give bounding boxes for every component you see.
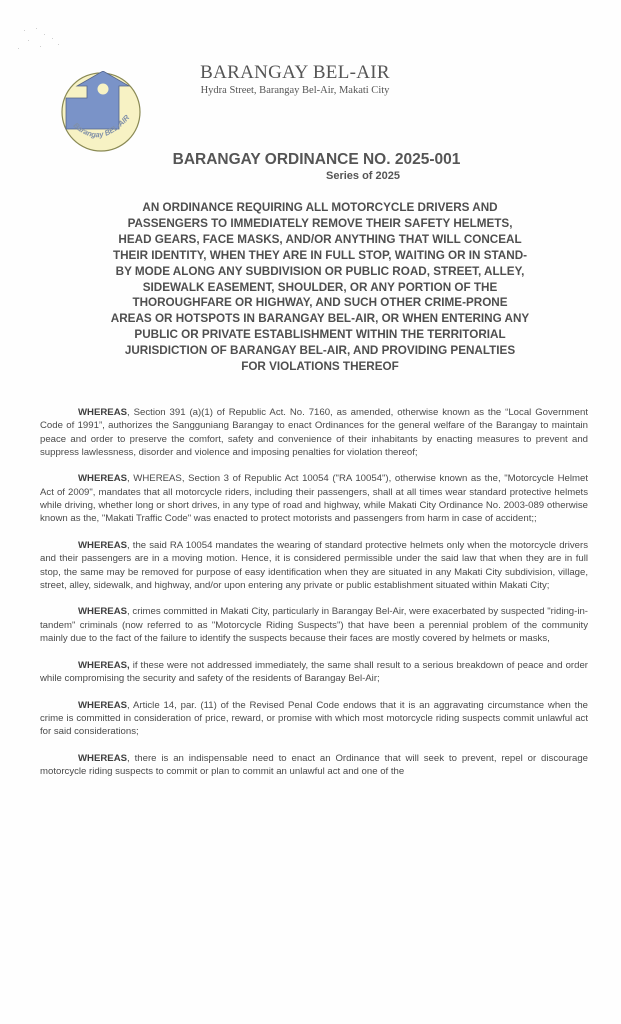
subject-line: AN ORDINANCE REQUIRING ALL MOTORCYCLE DRIVERS AND: [142, 201, 498, 214]
seal-label: Barangay BEL-AIR: [71, 113, 132, 140]
clause-lead: WHEREAS: [78, 606, 128, 618]
clause-text: , WHEREAS, Section 3 of Republic Act 10054 ("RA 10054"), otherwise known as the, "Motorcycle Helmet Act of 2009", mandates that all motorcycle riders, including their passengers, shall at all times wear standard protective helmets while driving, whether long or short drives, in any type of road and highway, while Makati City Ordinance No. 2003-089 otherwise known as the, "Makati Traffic Code" was enacted to protect motorists and passengers from harm in case of accident;;: [40, 473, 588, 525]
barangay-seal-icon: [60, 71, 142, 153]
clause-lead: WHEREAS: [78, 699, 128, 711]
subject-line: THEIR IDENTITY, WHEN THEY ARE IN FULL STOP, WAITING OR IN STAND-: [112, 248, 528, 262]
clause-lead: WHEREAS: [78, 407, 128, 418]
clause-text: , there is an indispensable need to enact an Ordinance that will seek to prevent, repel or discourage motorcycle riding suspects to commit or plan to commit an unlawful act and one of the: [40, 752, 588, 778]
subject-line: JURISDICTION OF BARANGAY BEL-AIR, AND PROVIDING PENALTIES: [124, 344, 516, 358]
clause-lead: WHEREAS: [78, 752, 128, 764]
subject-line: BY MODE ALONG ANY SUBDIVISION OR PUBLIC ROAD, STREET, ALLEY,: [115, 264, 525, 278]
barangay-name: BARANGAY BEL-AIR: [200, 62, 390, 83]
clause-lead: WHEREAS: [78, 473, 128, 485]
ordinance-heading: [0, 151, 621, 183]
clause-lead: WHEREAS,: [78, 659, 130, 671]
subject-line: SIDEWALK EASEMENT, SHOULDER, OR ANY PORTION OF THE: [142, 280, 498, 294]
clause-text: , Article 14, par. (11) of the Revised Penal Code endows that it is an aggravating circumstance when the crime is committed in consideration of price, reward, or promise with which most motorcycle riding suspects commit unlawful act for said considerations;: [40, 699, 588, 738]
clause-text: , crimes committed in Makati City, particularly in Barangay Bel-Air, were exacerbated by suspected "riding-in-tandem" criminals (now referred to as "Motorcycle Riding Suspects") that have been a perennial problem of the community mainly due to the fact of the failure to identify the suspects because their faces are mostly covered by helmets or masks,: [40, 606, 588, 645]
subject-line: FOR VIOLATIONS THEREOF: [241, 360, 399, 374]
subject-line: THOROUGHFARE OR HIGHWAY, AND SUCH OTHER CRIME-PRONE: [132, 296, 508, 310]
clause-text: , the said RA 10054 mandates the wearing of standard protective helmets only when the motorcycle drivers and their passengers are in a moving motion. Hence, it is considered permissible under the said law that when they are in full stop, the same may be removed for purpose of easy identification when they are situated in any Makati City subdivision, village, street, alley, sidewalk, and highway, and/or upon entering any private or public establishment situated within Makati City;: [40, 539, 588, 591]
ordinance-series: Series of 2025: [326, 170, 400, 182]
scan-specks: [14, 26, 74, 66]
subject-line: HEAD GEARS, FACE MASKS, AND/OR ANYTHING THAT WILL CONCEAL: [118, 232, 522, 246]
whereas-clause: [40, 406, 588, 459]
clause-text: , Section 391 (a)(1) of Republic Act. No. 7160, as amended, otherwise known as the “Local Government Code of 1991”, authorizes the Sangguniang Barangay to enact Ordinances for the general welfare of the Barangay to maintain peace and order to preserve the comfort, safety and convenience of their inhabitants by enacting measures to prevent and suppress lawlessness, disorder and violence and imposing penalties for violation thereof;: [40, 407, 588, 458]
whereas-clause: [40, 539, 588, 592]
subject-line: PUBLIC OR PRIVATE ESTABLISHMENT WITHIN THE TERRITORIAL: [134, 328, 506, 342]
letterhead: [180, 62, 410, 98]
subject-line: AREAS OR HOTSPOTS IN BARANGAY BEL-AIR, OR WHEN ENTERING ANY: [110, 312, 530, 326]
whereas-clauses: [40, 406, 588, 792]
whereas-clause: [40, 699, 588, 739]
whereas-clause: [40, 472, 588, 525]
whereas-clause: [40, 605, 588, 645]
whereas-clause: [40, 752, 588, 779]
ordinance-number: BARANGAY ORDINANCE NO. 2025-001: [172, 151, 461, 168]
clause-lead: WHEREAS: [78, 539, 128, 551]
whereas-clause: [40, 659, 588, 686]
barangay-address: Hydra Street, Barangay Bel-Air, Makati City: [200, 85, 390, 96]
barangay-seal-graphic: [60, 71, 142, 153]
subject-line: PASSENGERS TO IMMEDIATELY REMOVE THEIR SAFETY HELMETS,: [127, 216, 513, 230]
clause-text: if these were not addressed immediately, the same shall result to a serious breakdown of peace and order while compromising the security and safety of the residents of Barangay Bel-Air;: [40, 659, 588, 684]
ordinance-subject: [60, 200, 580, 375]
